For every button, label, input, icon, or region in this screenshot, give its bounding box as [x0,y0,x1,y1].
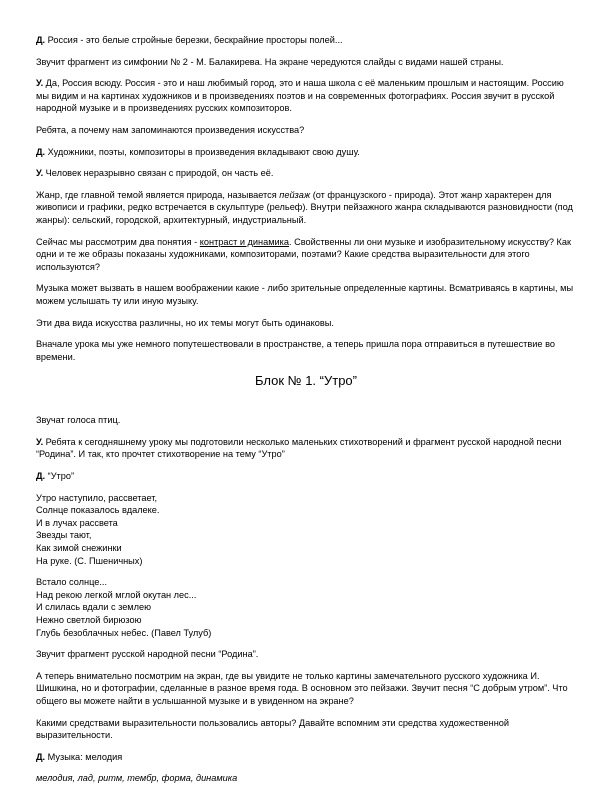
speaker-label: Д. [36,35,46,45]
paragraph-17: Какими средствами выразительности пользовались авторы? Давайте вспомним эти средства художественной выразительности. [36,717,510,741]
speaker-label: У. [36,78,44,89]
paragraph-4: Ребята, а почему нам запоминаются произведения искусства? [36,124,305,135]
poem-line: Встало солнце... [36,577,108,588]
paragraph-text: “Утро” [45,471,75,482]
paragraph-14 [36,470,576,483]
paragraph-10: Эти два вида искусства различны, но их темы могут быть одинаковы. [36,317,334,328]
paragraph-18 [36,751,576,764]
document-page [36,34,576,794]
poem-line: Звезды тают, [36,530,92,541]
paragraph-3 [36,77,576,115]
paragraph-12: Звучат голоса птиц. [36,415,121,426]
poem-line: На руке. (С. Пшеничных) [36,555,143,566]
paragraph-9: Музыка может вызвать в нашем воображении какие - либо зрительные определенные картины. Всматриваясь в картины, мы можем услышать ту или иную музыку. [36,283,574,306]
paragraph-5 [36,146,576,159]
speaker-label: Д. [36,471,46,482]
block-heading: Блок № 1. “Утро” [255,373,357,389]
paragraph-text: Музыка: мелодия [45,751,123,762]
speaker-label: У. [36,436,44,447]
poem-line: Солнце показалось вдалеке. [36,505,160,516]
poem-line: И в лучах рассвета [36,517,118,528]
poem-line: И слилась вдали с землею [36,602,151,613]
paragraph-1 [36,34,576,47]
speaker-label: Д. [36,751,46,762]
paragraph-text: Сейчас мы рассмотрим два понятия - [36,236,200,247]
term-landscape: пейзаж [279,189,311,200]
paragraph-text: (от французского - природа). Этот жанр характерен для живописи и графики, редко встречается в скульптуре (рельеф). Внутри пейзажного жанра складываются разновидности (под жанры): сельский, городской, архитектурный, индустриальный. [36,189,573,225]
poem-line: Глубь безоблачных небес. (Павел Тулуб) [36,627,212,638]
paragraph-7 [36,189,576,227]
poem-2 [36,576,576,639]
poem-line: Утро наступило, рассветает, [36,492,158,503]
speaker-label: Д. [36,146,46,157]
poem-line: Нежно светлой бирюзою [36,615,142,625]
paragraph-6 [36,167,576,180]
paragraph-text: Ребята к сегодняшнему уроку мы подготовили несколько маленьких стихотворений и фрагмент русской народной песни “Родина”. И так, кто прочтет стихотворение на тему “Утро” [36,436,562,460]
paragraph-2: Звучит фрагмент из симфонии № 2 - М. Балакирева. На экране чередуются слайды с видами нашей страны. [36,56,504,67]
paragraph-8 [36,236,576,274]
paragraph-text: Жанр, где главной темой является природа, называется [36,189,280,200]
poem-line: Над рекою легкой мглой окутан лес... [36,589,197,600]
means-list: мелодия, лад, ритм, тембр, форма, динамика [36,773,238,784]
paragraph-text: Художники, поэты, композиторы в произведения вкладывают свою душу. [45,146,360,157]
paragraph-15: Звучит фрагмент русской народной песни “Родина”. [36,649,259,660]
paragraph-16: А теперь внимательно посмотрим на экран, где вы увидите не только картины замечательного русского художника И. Шишкина, но и фотографии, сделанные в разное время года. В основном это пейзажи. Звучит песня “С добрым утром”. Что общего вы можете найти в услышанной музыке и в увиденном на экране? [36,670,568,706]
paragraph-text: . Свойственны ли они музыке и изобразительному искусству? Как одни и те же образы показаны художниками, композиторами, поэтами? Какие средства выразительности для этого используются? [36,236,571,272]
poem-1 [36,492,576,568]
paragraph-13 [36,436,576,461]
paragraph-text: Человек неразрывно связан с природой, он часть её. [43,168,274,179]
term-contrast-dynamics: контраст и динамика [199,236,289,247]
poem-line: Как зимой снежинки [36,543,122,554]
paragraph-19 [36,772,576,785]
paragraph-text: Россия - это белые стройные березки, бескрайние просторы полей... [45,35,343,45]
speaker-label: У. [36,168,44,179]
paragraph-11: Вначале урока мы уже немного попутешествовали в пространстве, а теперь пришла пора отправиться в путешествие во времени. [36,339,555,362]
paragraph-text: Да, Россия всюду. Россия - это и наш любимый город, это и наша школа с её маленьким прошлым и настоящим. Россию мы видим и на картинах художников и в произведениях поэтов и на современных фотографиях. Россия звучит в русской народной музыке и в произведениях русских композиторов. [36,78,564,114]
